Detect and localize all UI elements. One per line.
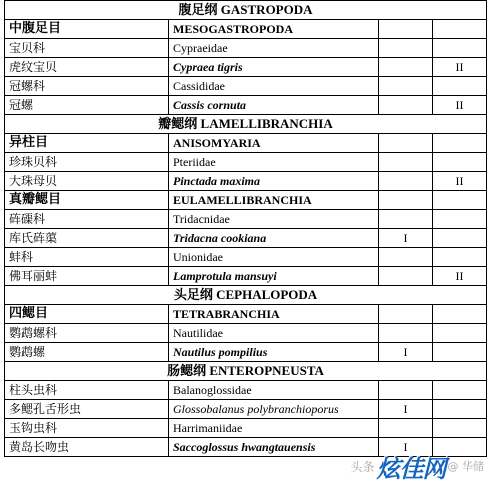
protection-level-i-cell (379, 305, 433, 324)
chinese-name-cell: 黄岛长吻虫 (5, 438, 169, 457)
table-row (5, 229, 487, 248)
chinese-name-cell: 鹦鹉螺科 (5, 324, 169, 343)
latin-name-cell: Glossobalanus polybranchioporus (169, 400, 379, 419)
latin-name-cell: Cassis cornuta (169, 96, 379, 115)
chinese-name-cell: 鹦鹉螺 (5, 343, 169, 362)
latin-name-cell: Pteriidae (169, 153, 379, 172)
watermark-prefix: 头条 (350, 459, 375, 474)
latin-name-cell: Cypraea tigris (169, 58, 379, 77)
chinese-name-cell: 库氏砗蕖 (5, 229, 169, 248)
chinese-name-cell: 冠螺 (5, 96, 169, 115)
section-title: 肠鳃纲 ENTEROPNEUSTA (5, 362, 487, 381)
section-title: 瓣鳃纲 LAMELLIBRANCHIA (5, 115, 487, 134)
protection-level-i-cell (379, 58, 433, 77)
table-row (5, 381, 487, 400)
table-row (5, 248, 487, 267)
table-row (5, 419, 487, 438)
protection-level-i-cell (379, 419, 433, 438)
section-title: 头足纲 CEPHALOPODA (5, 286, 487, 305)
species-table-container (4, 0, 486, 457)
table-row (5, 210, 487, 229)
protection-level-i-cell (379, 248, 433, 267)
protection-level-i-cell: I (379, 400, 433, 419)
chinese-name-cell: 异柱目 (5, 134, 169, 153)
protection-level-ii-cell (433, 248, 487, 267)
table-row (5, 39, 487, 58)
protection-level-ii-cell (433, 343, 487, 362)
chinese-name-cell: 柱头虫科 (5, 381, 169, 400)
latin-name-cell: Pinctada maxima (169, 172, 379, 191)
table-row (5, 77, 487, 96)
protection-level-ii-cell: II (433, 58, 487, 77)
table-row (5, 191, 487, 210)
latin-name-cell: Balanoglossidae (169, 381, 379, 400)
latin-name-cell: TETRABRANCHIA (169, 305, 379, 324)
table-row (5, 58, 487, 77)
latin-name-cell: Cassididae (169, 77, 379, 96)
watermark (350, 450, 484, 482)
table-row (5, 267, 487, 286)
chinese-name-cell: 蚌科 (5, 248, 169, 267)
protection-level-i-cell (379, 324, 433, 343)
protection-level-ii-cell (433, 20, 487, 39)
chinese-name-cell: 玉钩虫科 (5, 419, 169, 438)
latin-name-cell: MESOGASTROPODA (169, 20, 379, 39)
latin-name-cell: Nautilidae (169, 324, 379, 343)
protection-level-ii-cell (433, 419, 487, 438)
protection-level-ii-cell (433, 305, 487, 324)
protection-level-ii-cell: II (433, 267, 487, 286)
latin-name-cell: Harrimaniidae (169, 419, 379, 438)
latin-name-cell: Nautilus pompilius (169, 343, 379, 362)
latin-name-cell: Cypraeidae (169, 39, 379, 58)
protection-level-ii-cell (433, 39, 487, 58)
protection-level-ii-cell (433, 134, 487, 153)
section-header-row (5, 286, 487, 305)
protection-level-i-cell (379, 134, 433, 153)
chinese-name-cell: 佛耳丽蚌 (5, 267, 169, 286)
chinese-name-cell: 真瓣鳃目 (5, 191, 169, 210)
protected-species-table (4, 0, 487, 457)
table-row (5, 343, 487, 362)
protection-level-i-cell (379, 381, 433, 400)
chinese-name-cell: 冠螺科 (5, 77, 169, 96)
protection-level-ii-cell (433, 153, 487, 172)
protection-level-ii-cell: II (433, 172, 487, 191)
protection-level-ii-cell (433, 324, 487, 343)
chinese-name-cell: 四鳃目 (5, 305, 169, 324)
protection-level-i-cell (379, 20, 433, 39)
protection-level-i-cell (379, 39, 433, 58)
table-row (5, 172, 487, 191)
protection-level-ii-cell (433, 400, 487, 419)
section-header-row (5, 1, 487, 20)
protection-level-i-cell (379, 191, 433, 210)
table-row (5, 134, 487, 153)
table-row (5, 305, 487, 324)
protection-level-ii-cell (433, 229, 487, 248)
protection-level-i-cell (379, 267, 433, 286)
protection-level-ii-cell (433, 381, 487, 400)
chinese-name-cell: 宝贝科 (5, 39, 169, 58)
chinese-name-cell: 多鳃孔舌形虫 (5, 400, 169, 419)
table-row (5, 153, 487, 172)
section-header-row (5, 115, 487, 134)
section-title: 腹足纲 GASTROPODA (5, 1, 487, 20)
table-row (5, 96, 487, 115)
chinese-name-cell: 大珠母贝 (5, 172, 169, 191)
protection-level-i-cell: I (379, 343, 433, 362)
table-row (5, 20, 487, 39)
section-header-row (5, 362, 487, 381)
chinese-name-cell: 虎纹宝贝 (5, 58, 169, 77)
watermark-logo: 炫佳网 (376, 454, 446, 483)
watermark-suffix: @ 华储 (447, 460, 484, 473)
protection-level-ii-cell (433, 210, 487, 229)
latin-name-cell: Lamprotula mansuyi (169, 267, 379, 286)
latin-name-cell: Tridacna cookiana (169, 229, 379, 248)
latin-name-cell: Saccoglossus hwangtauensis (169, 438, 379, 457)
protection-level-i-cell (379, 96, 433, 115)
protection-level-i-cell (379, 153, 433, 172)
protection-level-i-cell (379, 172, 433, 191)
chinese-name-cell: 珍珠贝科 (5, 153, 169, 172)
protection-level-i-cell (379, 210, 433, 229)
protection-level-i-cell: I (379, 438, 433, 457)
latin-name-cell: Unionidae (169, 248, 379, 267)
protection-level-i-cell (379, 77, 433, 96)
protection-level-i-cell: I (379, 229, 433, 248)
latin-name-cell: EULAMELLIBRANCHIA (169, 191, 379, 210)
protection-level-ii-cell (433, 191, 487, 210)
table-body (5, 1, 487, 457)
chinese-name-cell: 砗磲科 (5, 210, 169, 229)
table-row (5, 324, 487, 343)
protection-level-ii-cell (433, 77, 487, 96)
chinese-name-cell: 中腹足目 (5, 20, 169, 39)
latin-name-cell: Tridacnidae (169, 210, 379, 229)
table-row (5, 400, 487, 419)
latin-name-cell: ANISOMYARIA (169, 134, 379, 153)
protection-level-ii-cell: II (433, 96, 487, 115)
